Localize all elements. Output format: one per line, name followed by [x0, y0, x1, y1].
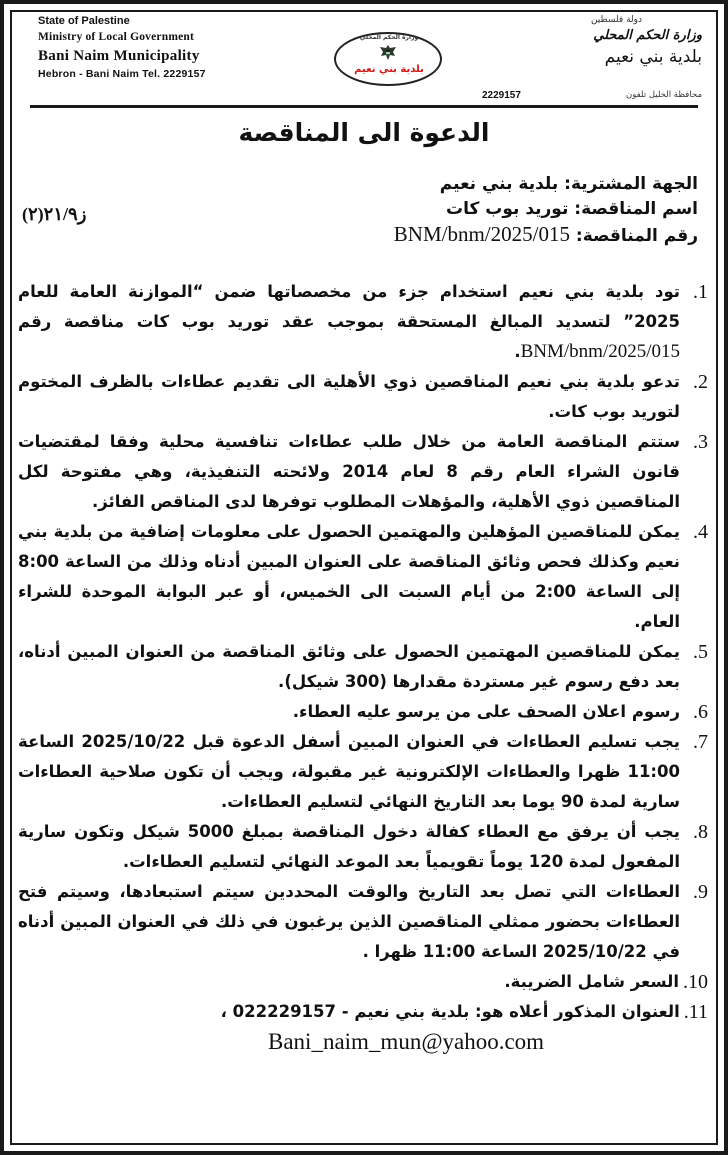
item-text: يجب أن يرفق مع العطاء كفالة دخول المناقصة بمبلغ 5000 شيكل وتكون سارية المفعول لمدة 120 يوماً تقويمياً بعد الموعد النهائي لتسليم العطاءات. [18, 822, 680, 871]
tender-name-value: توريد بوب كات [446, 199, 569, 219]
list-item [18, 877, 708, 967]
list-item [18, 997, 708, 1057]
contact-email-link[interactable]: Bani_naim_mun@yahoo.com [268, 1029, 545, 1054]
list-item [18, 427, 708, 517]
state-name-ar: دولة فلسطين [590, 15, 642, 25]
page-title: الدعوة الى المناقصة [238, 118, 490, 147]
tender-conditions-list [18, 277, 708, 1057]
phone-number: 2229157 [482, 90, 521, 101]
item-number: 8. [693, 821, 708, 843]
buyer-row [218, 172, 698, 197]
letterhead [14, 8, 714, 104]
item-number: 11. [683, 1001, 708, 1023]
item-text: يجب تسليم العطاءات في العنوان المبين أسفل الدعوة قبل 2025/10/22 الساعة 11:00 ظهرا والعطاءات الإلكترونية غير مقبولة، ويجب أن تكون صلاحية العطاءات سارية لمدة 90 يوما بعد التاريخ النهائي لتسليم العطاءات. [18, 732, 680, 811]
tender-number-value: BNM/bnm/2025/015 [393, 222, 570, 246]
buyer-value: بلدية بني نعيم [439, 174, 559, 194]
item-text: ستتم المناقصة العامة من خلال طلب عطاءات تنافسية محلية وفقا لمقتضيات قانون الشراء العام رقم 8 لعام 2014 ولائحته التنفيذية، وهي مفتوحة لكل المناقصين ذوي الأهلية، والمؤهلات المطلوب توفرها لدى المناقص الفائز. [18, 432, 680, 511]
list-item [18, 697, 708, 727]
letterhead-english [38, 12, 308, 82]
item-text: يمكن للمناقصين المهتمين الحصول على وثائق المناقصة من العنوان المبين أدناه، بعد دفع رسوم غير مستردة مقدارها (300 شيكل). [18, 642, 680, 691]
logo-ministry-text: وزارة الحكم المحلي [359, 34, 419, 41]
ministry-name-en: Ministry of Local Government [38, 31, 195, 43]
list-item [18, 967, 708, 997]
item-text: العطاءات التي تصل بعد التاريخ والوقت المحددين سيتم استبعادها، وسيتم فتح العطاءات بحضور ممثلي المناقصين الذين يرغبون في ذلك في العنوان المبين أدناه في 2025/10/22 الساعة 11:00 ظهرا . [18, 882, 680, 961]
logo-municipality-text: بلدية بني نعيم [354, 64, 424, 75]
list-item [18, 817, 708, 877]
item-text: رسوم اعلان الصحف على من يرسو عليه العطاء. [292, 702, 680, 721]
list-item [18, 277, 708, 367]
tender-reference: BNM/bnm/2025/015 [520, 341, 680, 362]
item-number: 2. [693, 371, 708, 393]
state-name-en: State of Palestine [38, 15, 130, 27]
list-item [18, 517, 708, 637]
item-text: تود بلدية بني نعيم استخدام جزء من مخصصاتها ضمن “الموازنة العامة للعام 2025” لتسديد المبالغ المستحقة بموجب عقد توريد بوب كات مناقصة رقم BNM/bnm/2025/015. [18, 282, 680, 362]
list-item [18, 727, 708, 817]
item-number: 10. [683, 971, 708, 993]
municipality-name-en: Bani Naim Municipality [38, 48, 200, 64]
letterhead-arabic [502, 14, 702, 69]
governorate-label: محافظة الخليل تلفون [626, 90, 702, 100]
palestine-eagle-emblem-icon [378, 44, 398, 62]
tender-number-row [218, 222, 698, 249]
publication-tag: ز٢١/٩(٢) [22, 204, 87, 224]
municipality-name-ar: بلدية بني نعيم [604, 47, 702, 67]
address-phone-en: Hebron - Bani Naim Tel. 2229157 [38, 68, 206, 80]
buyer-label: الجهة المشترية: [564, 174, 698, 194]
address-phone-ar [482, 90, 702, 104]
item-text: السعر شامل الضريبة. [504, 972, 679, 991]
item-number: 7. [693, 731, 708, 753]
item-number: 9. [693, 881, 708, 903]
tender-meta [218, 172, 698, 249]
tender-number-label: رقم المناقصة: [575, 226, 698, 246]
item-number: 5. [693, 641, 708, 663]
item-number: 6. [693, 701, 708, 723]
tender-name-label: اسم المناقصة: [574, 199, 698, 219]
item-text [18, 997, 684, 1057]
header-divider [30, 105, 698, 108]
list-item [18, 367, 708, 427]
item-text: يمكن للمناقصين المؤهلين والمهتمين الحصول على معلومات إضافية من بلدية بني نعيم وكذلك فحص وثائق المناقصة على العنوان المبين أدناه وذلك من الساعة 8:00 إلى الساعة 2:00 من أيام السبت الى الخميس، أو عبر البوابة الموحدة للشراء العام. [18, 522, 680, 631]
item-number: 3. [693, 431, 708, 453]
tender-name-row [218, 197, 698, 222]
item-text: تدعو بلدية بني نعيم المناقصين ذوي الأهلية الى تقديم عطاءات بالظرف المختوم لتوريد بوب كات. [18, 372, 680, 421]
municipality-logo [330, 26, 448, 86]
item-number: 1. [693, 281, 708, 303]
list-item [18, 637, 708, 697]
item-number: 4. [693, 521, 708, 543]
ministry-name-ar: وزارة الحكم المحلي [593, 28, 702, 43]
contact-address: العنوان المذكور أعلاه هو: بلدية بني نعيم - 022229157 ، [220, 1002, 680, 1021]
